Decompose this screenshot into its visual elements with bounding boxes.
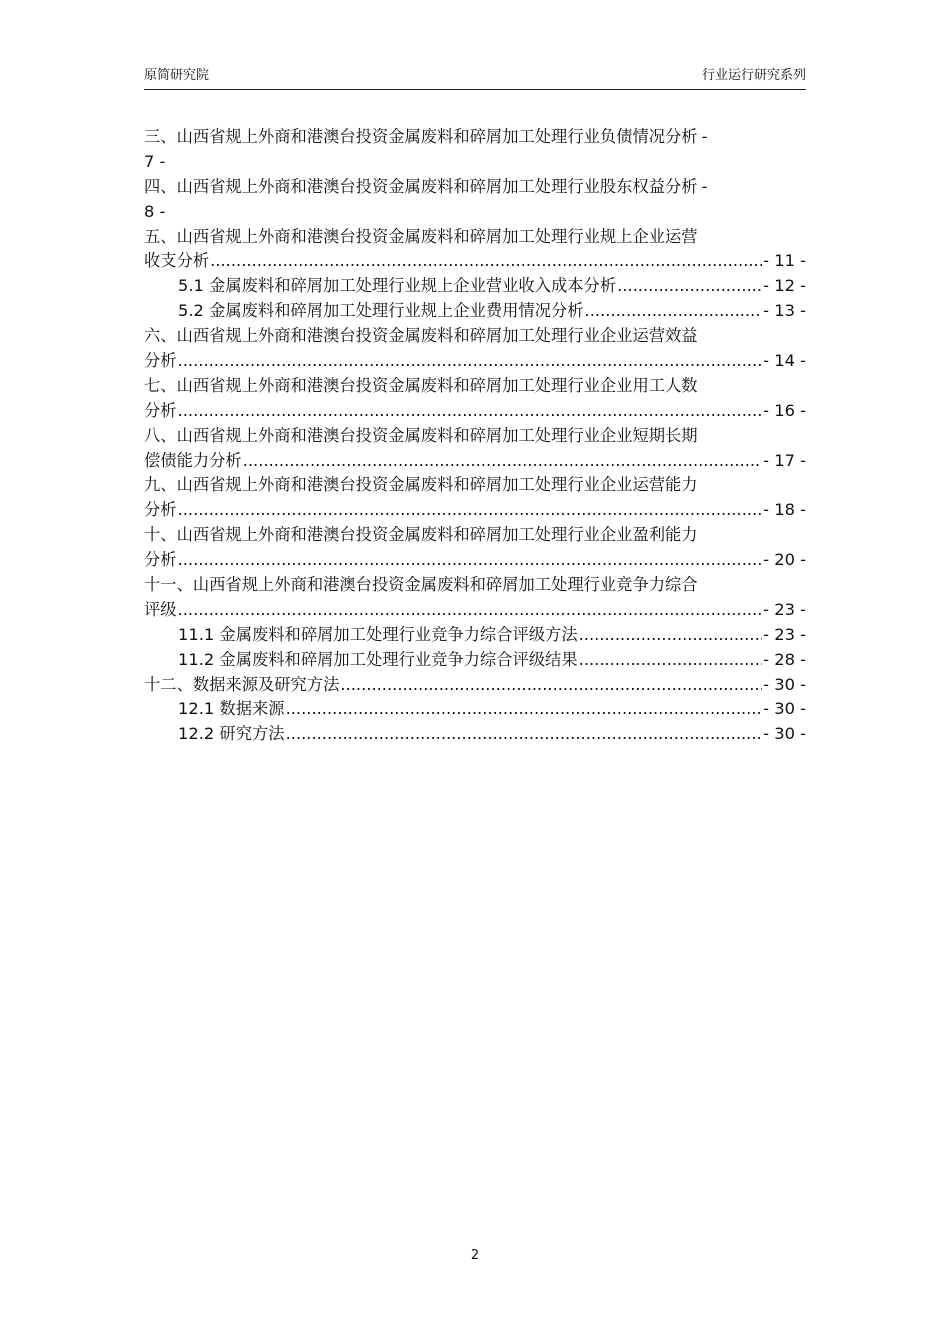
dot-leader: [286, 697, 763, 722]
toc-entry-page: - 17 -: [763, 450, 806, 470]
dot-leader: [585, 299, 763, 324]
toc-subentry[interactable]: [144, 299, 806, 324]
page-number: 2: [470, 1248, 480, 1263]
toc-entry-title: 十一、山西省规上外商和港澳台投资金属废料和碎屑加工处理行业竞争力综合: [144, 575, 698, 595]
toc-entry-title: 5.2 金属废料和碎屑加工处理行业规上企业费用情况分析: [178, 301, 584, 321]
dot-leader: [340, 673, 762, 698]
toc-entry[interactable]: [144, 225, 806, 275]
toc-entry-title: 三、山西省规上外商和港澳台投资金属废料和碎屑加工处理行业负债情况分析: [144, 127, 698, 146]
toc-entry-title-cont: 分析: [144, 400, 177, 420]
dot-leader: [286, 722, 763, 747]
toc-entry-page: - 16 -: [763, 400, 806, 420]
toc-entry[interactable]: [144, 424, 806, 474]
toc-entry-title-cont: 分析: [144, 550, 177, 570]
toc-entry-title: 12.2 研究方法: [178, 724, 285, 744]
toc-entry-page-prefix: -: [701, 127, 708, 146]
toc-entry-page: - 30 -: [763, 699, 806, 719]
dot-leader: [579, 623, 763, 648]
toc-subentry[interactable]: [144, 648, 806, 673]
toc-entry[interactable]: [144, 473, 806, 523]
toc-entry-page: - 30 -: [763, 674, 806, 694]
toc-entry-title-cont: 偿债能力分析: [144, 450, 242, 470]
toc-entry-page: - 11 -: [763, 251, 806, 271]
toc-entry-title: 六、山西省规上外商和港澳台投资金属废料和碎屑加工处理行业企业运营效益: [144, 326, 698, 346]
dot-leader: [178, 349, 763, 374]
toc-subentry[interactable]: [144, 623, 806, 648]
toc-entry-page: - 23 -: [763, 599, 806, 619]
header-series-title: 行业运行研究系列: [701, 68, 806, 83]
toc-subentry[interactable]: [144, 697, 806, 722]
page-header: [144, 66, 806, 90]
toc-entry-page: - 14 -: [763, 351, 806, 371]
toc-entry[interactable]: [144, 324, 806, 374]
table-of-contents: [144, 125, 806, 747]
toc-entry-page: - 30 -: [763, 724, 806, 744]
toc-entry-page: - 23 -: [763, 624, 806, 644]
toc-entry-title-cont: 收支分析: [144, 251, 210, 271]
dot-leader: [243, 449, 762, 474]
toc-entry[interactable]: [144, 673, 806, 698]
toc-entry[interactable]: [144, 175, 806, 225]
toc-entry-title-cont: 分析: [144, 351, 177, 371]
toc-entry-title: 四、山西省规上外商和港澳台投资金属废料和碎屑加工处理行业股东权益分析: [144, 176, 698, 196]
toc-entry-title: 九、山西省规上外商和港澳台投资金属废料和碎屑加工处理行业企业运营能力: [144, 475, 698, 495]
toc-entry-title: 12.1 数据来源: [178, 699, 285, 719]
toc-entry-page-prefix: -: [701, 176, 708, 196]
dot-leader: [178, 598, 763, 623]
toc-subentry[interactable]: [144, 274, 806, 299]
toc-entry-title-cont: 评级: [144, 599, 177, 619]
dot-leader: [178, 399, 763, 424]
dot-leader: [178, 548, 763, 573]
dot-leader: [178, 498, 763, 523]
toc-entry-title: 5.1 金属废料和碎屑加工处理行业规上企业营业收入成本分析: [178, 276, 617, 296]
toc-entry-title: 五、山西省规上外商和港澳台投资金属废料和碎屑加工处理行业规上企业运营: [144, 226, 698, 246]
toc-entry-title: 八、山西省规上外商和港澳台投资金属废料和碎屑加工处理行业企业短期长期: [144, 425, 698, 445]
toc-entry-title: 十二、数据来源及研究方法: [144, 674, 340, 694]
toc-entry[interactable]: [144, 573, 806, 623]
header-organization: 原简研究院: [144, 68, 210, 83]
toc-entry-page: 8 -: [144, 201, 166, 221]
toc-subentry[interactable]: [144, 722, 806, 747]
toc-entry-title: 11.1 金属废料和碎屑加工处理行业竞争力综合评级方法: [178, 624, 578, 644]
toc-entry-title: 11.2 金属废料和碎屑加工处理行业竞争力综合评级结果: [178, 649, 578, 669]
toc-entry-page: - 13 -: [763, 301, 806, 321]
toc-entry-title: 十、山西省规上外商和港澳台投资金属废料和碎屑加工处理行业企业盈利能力: [144, 525, 698, 545]
dot-leader: [617, 274, 762, 299]
dot-leader: [579, 648, 763, 673]
dot-leader: [210, 249, 762, 274]
toc-entry-page: - 20 -: [763, 550, 806, 570]
toc-entry-page: - 12 -: [763, 276, 806, 296]
toc-entry-page: - 28 -: [763, 649, 806, 669]
toc-entry[interactable]: [144, 125, 806, 175]
toc-entry[interactable]: [144, 523, 806, 573]
toc-entry-title-cont: 分析: [144, 500, 177, 520]
toc-entry[interactable]: [144, 374, 806, 424]
toc-entry-page: 7 -: [144, 151, 166, 171]
toc-entry-page: - 18 -: [763, 500, 806, 520]
toc-entry-title: 七、山西省规上外商和港澳台投资金属废料和碎屑加工处理行业企业用工人数: [144, 375, 698, 395]
